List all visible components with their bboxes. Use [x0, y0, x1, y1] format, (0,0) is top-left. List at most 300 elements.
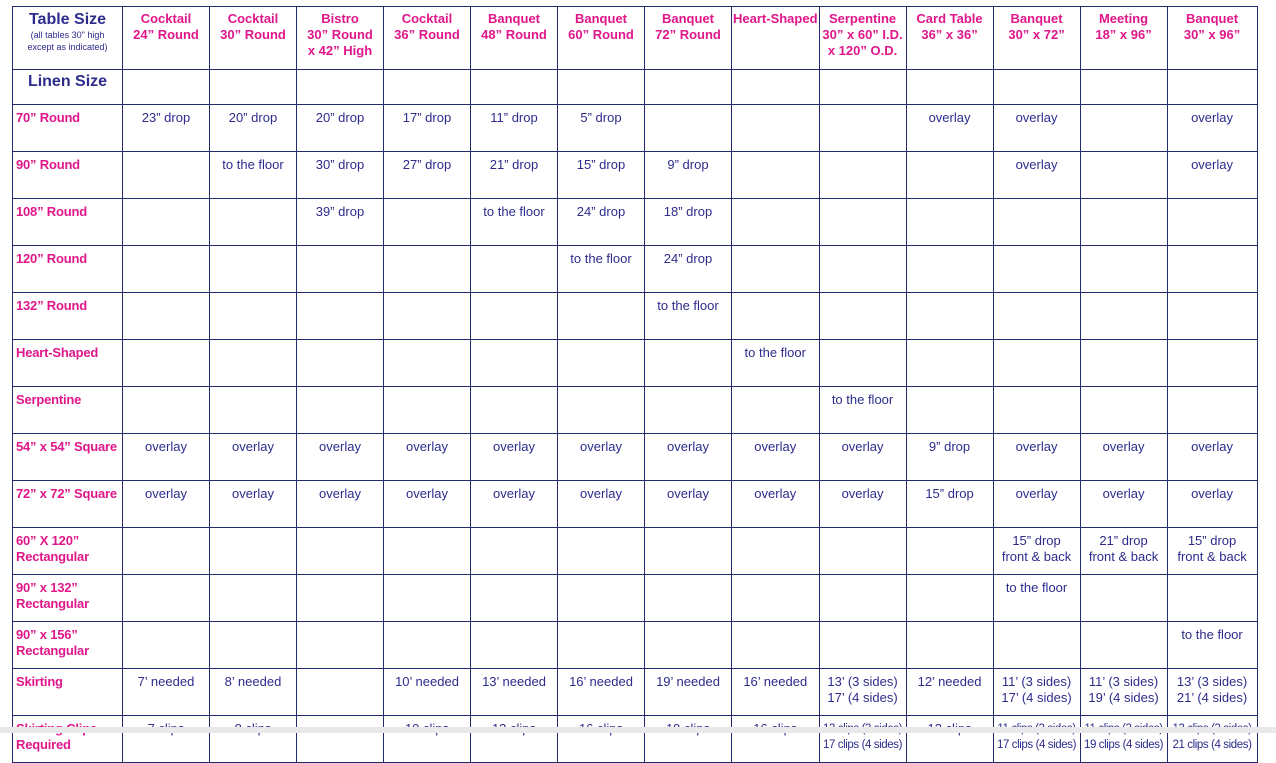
cell-text: 9” drop [667, 157, 709, 172]
cell-text: 13’ needed [482, 674, 546, 689]
table-cell [297, 481, 384, 528]
column-header [1080, 7, 1167, 70]
empty-cell [732, 70, 820, 105]
table-cell [384, 481, 471, 528]
empty-cell [645, 70, 732, 105]
table-cell [819, 434, 906, 481]
cell-text: to the floor [570, 251, 632, 266]
row-label [13, 246, 123, 293]
cell-text: front & back [1177, 549, 1247, 564]
empty-cell [993, 246, 1080, 293]
empty-cell [123, 528, 210, 575]
row-label [13, 481, 123, 528]
table-cell [297, 199, 384, 246]
cell-text: to the floor [1181, 627, 1243, 642]
table-row [13, 293, 1258, 340]
table-row [13, 622, 1258, 669]
table-cell [558, 199, 645, 246]
column-header [297, 7, 384, 70]
cell-text: 39” drop [315, 204, 365, 219]
row-label [13, 622, 123, 669]
row-label-line: 108” Round [16, 204, 87, 219]
table-cell [993, 528, 1080, 575]
cell-text: overlay [1102, 486, 1145, 501]
empty-cell [1080, 293, 1167, 340]
table-cell [1167, 716, 1257, 763]
row-label-line: 90” x 156” [16, 627, 78, 642]
cell-text: 17’ (4 sides) [1001, 690, 1072, 705]
empty-cell [123, 293, 210, 340]
empty-cell [297, 669, 384, 716]
empty-cell [906, 575, 993, 622]
row-label-line: 90” Round [16, 157, 80, 172]
table-cell [1167, 152, 1257, 199]
empty-cell [906, 622, 993, 669]
table-cell [297, 105, 384, 152]
cell-text: overlay [667, 439, 709, 454]
empty-cell [645, 575, 732, 622]
empty-cell [1167, 387, 1257, 434]
empty-cell [645, 528, 732, 575]
table-cell [993, 575, 1080, 622]
empty-cell [297, 246, 384, 293]
table-cell [558, 152, 645, 199]
table-cell [1167, 669, 1257, 716]
table-cell [471, 481, 558, 528]
empty-cell [993, 387, 1080, 434]
cell-text: overlay [1191, 486, 1233, 501]
empty-cell [384, 528, 471, 575]
cell-text: front & back [1001, 549, 1072, 564]
cell-text: to the floor [483, 204, 545, 219]
table-cell [906, 669, 993, 716]
empty-cell [210, 246, 297, 293]
cell-text: overlay [1015, 486, 1058, 501]
cell-text: 16’ needed [569, 674, 633, 689]
row-label [13, 716, 123, 763]
empty-cell [732, 105, 820, 152]
table-cell [384, 716, 471, 763]
empty-cell [1167, 293, 1257, 340]
table-size-note: (all tables 30" high [30, 30, 105, 40]
linen-size-chart [12, 6, 1258, 763]
empty-cell [1167, 246, 1257, 293]
row-label [13, 199, 123, 246]
table-cell [210, 434, 297, 481]
empty-cell [471, 622, 558, 669]
empty-cell [906, 340, 993, 387]
empty-cell [297, 340, 384, 387]
empty-cell [297, 293, 384, 340]
cell-text: to the floor [831, 392, 894, 407]
cell-text: 20” drop [315, 110, 365, 125]
empty-cell [732, 622, 820, 669]
column-header-line: Card Table [916, 11, 983, 26]
column-header-line: 48” Round [481, 27, 547, 42]
empty-cell [123, 622, 210, 669]
empty-cell [732, 152, 820, 199]
table-row [13, 716, 1258, 763]
column-header-line: 18” x 96” [1095, 27, 1152, 42]
cell-text: to the floor [1005, 580, 1068, 595]
table-cell [1167, 528, 1257, 575]
table-cell [1080, 669, 1167, 716]
empty-cell [906, 528, 993, 575]
table-cell [1080, 481, 1167, 528]
empty-cell [819, 199, 906, 246]
table-cell [993, 669, 1080, 716]
empty-cell [384, 622, 471, 669]
row-label-line: 70” Round [16, 110, 80, 125]
empty-cell [210, 293, 297, 340]
table-cell [819, 387, 906, 434]
cell-text: 15” drop [925, 486, 974, 501]
column-header-line: Meeting [1098, 11, 1149, 26]
row-label-line: Serpentine [16, 392, 82, 407]
empty-cell [471, 340, 558, 387]
table-cell [1167, 105, 1257, 152]
table-cell [906, 481, 993, 528]
cell-text: overlay [232, 486, 274, 501]
table-size-title: Table Size [28, 11, 107, 28]
empty-cell [123, 340, 210, 387]
cell-text: overlay [493, 486, 535, 501]
table-cell [645, 434, 732, 481]
empty-cell [1080, 340, 1167, 387]
cell-text: overlay [1191, 157, 1233, 172]
row-label-line: 90” x 132” [16, 580, 78, 595]
table-cell [384, 152, 471, 199]
empty-cell [732, 528, 820, 575]
table-row [13, 105, 1258, 152]
cell-text: 11” drop [490, 110, 538, 125]
table-cell [732, 481, 820, 528]
empty-cell [819, 575, 906, 622]
table-cell [993, 105, 1080, 152]
table-cell [471, 152, 558, 199]
column-header [471, 7, 558, 70]
table-cell [558, 105, 645, 152]
table-cell [906, 105, 993, 152]
empty-cell [993, 199, 1080, 246]
table-cell [384, 105, 471, 152]
cell-text: overlay [754, 439, 797, 454]
empty-cell [1080, 70, 1167, 105]
table-cell [1167, 622, 1257, 669]
empty-cell [993, 340, 1080, 387]
cell-text: overlay [928, 110, 971, 125]
row-label-line: Heart-Shaped [16, 345, 99, 360]
cell-text: overlay [1102, 439, 1145, 454]
row-label-line: 72” x 72” Square [16, 486, 117, 501]
table-cell [645, 669, 732, 716]
table-cell [297, 152, 384, 199]
table-row [13, 246, 1258, 293]
empty-cell [1167, 199, 1257, 246]
empty-cell [123, 246, 210, 293]
column-header-line: 30” x 96” [1183, 27, 1241, 42]
row-label [13, 340, 123, 387]
empty-cell [819, 293, 906, 340]
column-header-line: Serpentine [828, 11, 897, 26]
empty-cell [1080, 622, 1167, 669]
empty-cell [1080, 387, 1167, 434]
column-header-line: x 42” High [307, 43, 373, 58]
empty-cell [558, 340, 645, 387]
cell-text: overlay [667, 486, 709, 501]
table-cell [471, 199, 558, 246]
cell-text: 15” drop [576, 157, 626, 172]
table-cell [819, 481, 906, 528]
table-cell [558, 246, 645, 293]
cell-text: overlay [319, 439, 361, 454]
column-header-line: x 120” O.D. [827, 43, 898, 58]
cell-text: 27” drop [402, 157, 452, 172]
empty-cell [297, 716, 384, 763]
cell-text: overlay [145, 439, 187, 454]
empty-cell [1080, 199, 1167, 246]
table-cell [993, 481, 1080, 528]
cell-text: to the floor [744, 345, 806, 360]
cell-text: overlay [1015, 110, 1058, 125]
table-cell [558, 669, 645, 716]
table-cell [210, 716, 297, 763]
empty-cell [210, 70, 297, 105]
empty-cell [819, 246, 906, 293]
empty-cell [297, 70, 384, 105]
cell-text: 19’ needed [656, 674, 720, 689]
empty-cell [210, 575, 297, 622]
cell-text: 23” drop [141, 110, 191, 125]
table-cell [210, 669, 297, 716]
table-cell [123, 434, 210, 481]
row-label-line: Rectangular [16, 596, 89, 611]
column-header [993, 7, 1080, 70]
empty-cell [645, 622, 732, 669]
table-cell [993, 716, 1080, 763]
column-header-line: Banquet [1010, 11, 1063, 26]
table-cell [993, 434, 1080, 481]
column-header-line: 60” Round [568, 27, 634, 42]
row-label [13, 152, 123, 199]
column-header-line: Banquet [1186, 11, 1239, 26]
column-header-line: 72” Round [655, 27, 721, 42]
row-label [13, 434, 123, 481]
cell-text: 17 clips (4 sides) [996, 739, 1077, 751]
table-cell [906, 716, 993, 763]
cell-text: 9” drop [928, 439, 971, 454]
cell-text: 11’ (3 sides) [1088, 674, 1159, 689]
cell-text: 10’ needed [395, 674, 459, 689]
cell-text: to the floor [222, 157, 284, 172]
column-header [732, 7, 820, 70]
cell-text: 20” drop [228, 110, 278, 125]
empty-cell [210, 528, 297, 575]
column-header-line: Cocktail [401, 11, 453, 26]
table-cell [732, 340, 820, 387]
table-cell [1080, 528, 1167, 575]
column-header [210, 7, 297, 70]
empty-cell [297, 528, 384, 575]
empty-cell [210, 622, 297, 669]
table-cell [123, 716, 210, 763]
cell-text: 15” drop [1012, 533, 1061, 548]
column-header-line: 30” Round [307, 27, 373, 42]
cell-text: 7’ needed [137, 674, 195, 689]
table-cell [645, 293, 732, 340]
empty-cell [558, 70, 645, 105]
cell-text: 24” drop [663, 251, 713, 266]
empty-cell [123, 575, 210, 622]
table-row [13, 387, 1258, 434]
column-header-line: Banquet [488, 11, 540, 26]
column-header-line: Cocktail [140, 11, 192, 26]
row-label-line: Required [16, 737, 71, 752]
empty-cell [558, 387, 645, 434]
empty-cell [906, 293, 993, 340]
table-cell [471, 105, 558, 152]
table-cell [732, 669, 820, 716]
empty-cell [732, 246, 820, 293]
empty-cell [384, 340, 471, 387]
empty-cell [384, 293, 471, 340]
table-cell [645, 481, 732, 528]
row-label-line: 54” x 54” Square [16, 439, 117, 454]
empty-cell [645, 105, 732, 152]
empty-cell [558, 293, 645, 340]
row-label [13, 669, 123, 716]
empty-cell [819, 70, 906, 105]
cell-text: 8’ needed [224, 674, 282, 689]
empty-cell [297, 622, 384, 669]
empty-cell [471, 70, 558, 105]
column-header [819, 7, 906, 70]
column-header [558, 7, 645, 70]
table-size-note: except as indicated) [27, 42, 108, 52]
empty-cell [993, 70, 1080, 105]
empty-cell [384, 199, 471, 246]
empty-cell [732, 387, 820, 434]
cell-text: overlay [580, 439, 622, 454]
table-row [13, 575, 1258, 622]
empty-cell [297, 387, 384, 434]
cell-text: 11’ (3 sides) [1001, 674, 1072, 689]
empty-cell [819, 622, 906, 669]
table-row [13, 152, 1258, 199]
empty-cell [906, 387, 993, 434]
empty-cell [732, 199, 820, 246]
empty-cell [210, 340, 297, 387]
empty-cell [471, 575, 558, 622]
cell-text: 21” drop [489, 157, 539, 172]
cell-text: overlay [841, 439, 884, 454]
cell-text: 19 clips (4 sides) [1083, 739, 1164, 751]
empty-cell [906, 152, 993, 199]
table-cell [819, 669, 906, 716]
table-row [13, 199, 1258, 246]
cell-text: 12’ needed [917, 674, 982, 689]
empty-cell [1080, 105, 1167, 152]
empty-cell [558, 528, 645, 575]
table-cell [123, 481, 210, 528]
cell-text: overlay [841, 486, 884, 501]
table-cell [471, 716, 558, 763]
table-cell [645, 246, 732, 293]
column-header [645, 7, 732, 70]
cell-text: 21’ (4 sides) [1176, 690, 1248, 705]
column-header-line: 30” x 72” [1008, 27, 1065, 42]
cell-text: overlay [406, 439, 448, 454]
empty-cell [384, 387, 471, 434]
linen-size-label: Linen Size [13, 70, 123, 105]
column-header-line: 30” x 60” I.D. [822, 27, 903, 42]
empty-cell [471, 246, 558, 293]
row-label-line: Skirting [16, 674, 63, 689]
empty-cell [906, 246, 993, 293]
empty-cell [906, 70, 993, 105]
header-row [13, 7, 1258, 70]
empty-cell [1167, 340, 1257, 387]
empty-cell [819, 152, 906, 199]
cell-text: 18” drop [663, 204, 713, 219]
table-cell [1167, 434, 1257, 481]
cell-text: overlay [1015, 157, 1058, 172]
table-cell [123, 669, 210, 716]
empty-cell [123, 387, 210, 434]
table-cell [558, 481, 645, 528]
column-header-line: Cocktail [227, 11, 279, 26]
row-label-line: 60” X 120” [16, 533, 80, 548]
row-label-line: Rectangular [16, 643, 89, 658]
table-row [13, 669, 1258, 716]
empty-cell [819, 105, 906, 152]
row-label [13, 105, 123, 152]
empty-cell [1080, 152, 1167, 199]
table-cell [210, 481, 297, 528]
row-label-line: 132” Round [16, 298, 87, 313]
empty-cell [471, 293, 558, 340]
column-header [123, 7, 210, 70]
cell-text: 5” drop [580, 110, 622, 125]
empty-cell [906, 199, 993, 246]
table-cell [471, 434, 558, 481]
empty-cell [1167, 70, 1257, 105]
table-cell [1080, 434, 1167, 481]
table-size-header [13, 7, 123, 70]
table-row [13, 340, 1258, 387]
empty-cell [1080, 575, 1167, 622]
empty-cell [732, 575, 820, 622]
table-cell [123, 105, 210, 152]
cell-text: overlay [145, 486, 187, 501]
cell-text: overlay [1191, 439, 1233, 454]
table-cell [993, 152, 1080, 199]
empty-cell [645, 387, 732, 434]
table-cell [297, 434, 384, 481]
cell-text: overlay [493, 439, 535, 454]
table-cell [210, 152, 297, 199]
cell-text: 19’ (4 sides) [1088, 690, 1159, 705]
empty-cell [645, 340, 732, 387]
empty-cell [732, 293, 820, 340]
empty-cell [1080, 246, 1167, 293]
empty-cell [210, 199, 297, 246]
cell-text: overlay [1191, 110, 1233, 125]
empty-cell [471, 528, 558, 575]
column-header [384, 7, 471, 70]
linen-size-row [13, 70, 1258, 105]
cell-text: 13’ (3 sides) [827, 674, 898, 689]
